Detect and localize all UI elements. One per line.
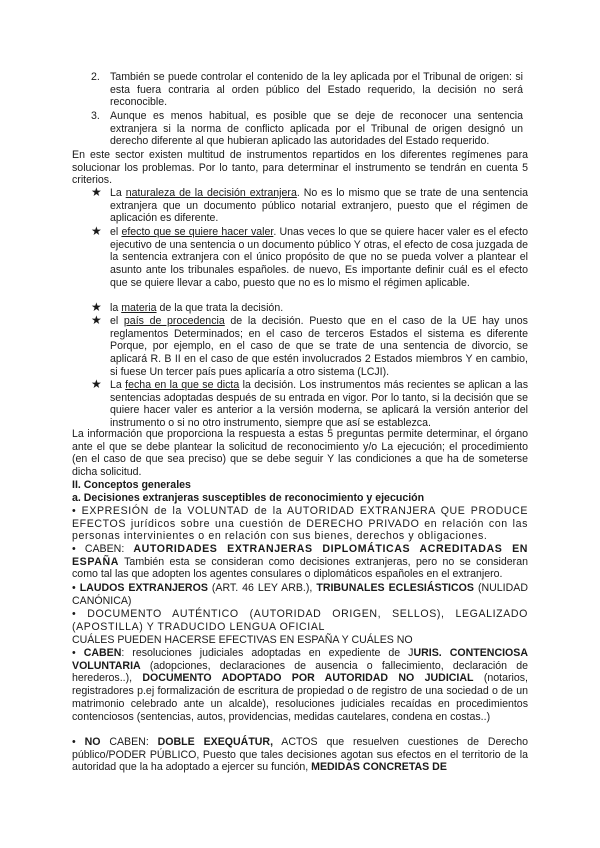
criterion-prefix: La	[110, 379, 126, 391]
info-paragraph: La información que proporciona la respuesta a estas 5 preguntas permite determinar, el órgano ante el que se debe plantear la solicitud de reconocimiento y/o La ejecución; el procedimiento (en el caso de que sea preciso) que se debe seguir Y las condiciones a que ha de someterse dicha solicitud.	[72, 428, 528, 479]
jurisdiccion-bold: URIS. CONTENCIOSA VOLUNTARIA	[72, 647, 528, 672]
criterion-item	[91, 226, 528, 290]
criterion-prefix: el	[110, 226, 122, 238]
list-number: 2.	[91, 71, 100, 83]
star-icon: ★	[91, 377, 102, 391]
criterion-prefix: el	[110, 315, 124, 327]
list-item-text: Aunque es menos habitual, es posible que se deje de reconocer una sentencia extranjera si la norma de conflicto aplicada por el Tribunal de origen designó un derecho diferente al que hubieran aplicado las autoridades del Estado requerido.	[110, 110, 523, 148]
caben-diplomaticas-item	[72, 543, 528, 581]
list-number: 3.	[91, 110, 100, 122]
documento-bold: DOCUMENTO ADOPTADO POR AUTORIDAD NO JUDICIAL	[142, 672, 474, 685]
no-caben-text: CABEN:	[100, 736, 158, 748]
laudos-item	[72, 582, 528, 607]
cuales-line: CUÁLES PUEDEN HACERSE EFECTIVAS EN ESPAÑA Y CUÁLES NO	[72, 634, 413, 646]
laudos-rest: (NULIDAD CANÓNICA)	[72, 582, 528, 607]
bullet-icon: •	[72, 736, 76, 748]
expresion-item	[72, 505, 528, 543]
criterion-text: de la que trata la decisión.	[156, 302, 284, 314]
caben-text: : resoluciones judiciales adoptadas en expediente de J	[121, 647, 414, 659]
caben-text: (adopciones, declaraciones de ausencia o fallecimiento, declaración de herederos..),	[72, 659, 528, 685]
documento-text: DOCUMENTO AUTÉNTICO (AUTORIDAD ORIGEN, SELLOS), LEGALIZADO (APOSTILLA) Y TRADUCIDO LENGUA OFICIAL	[72, 608, 528, 633]
criterion-key: materia	[121, 302, 157, 314]
criterion-item	[91, 302, 528, 315]
expresion-text: EXPRESIÓN de la VOLUNTAD de la AUTORIDAD EXTRANJERA QUE PRODUCE EFECTOS jurídicos sobre una cuestión de DERECHO PRIVADO en relación con las personas intervinientes o en relación con sus bienes, derechos y obligaciones.	[72, 505, 528, 543]
no-caben-item	[72, 736, 528, 774]
documento-item	[72, 608, 528, 633]
caben-text: (notarios, registradores p.ej formalización de escritura de propiedad o de registro de una sociedad o de un matrimonio celebrado ante un alcalde), resoluciones judiciales recaídas en procedimientos contenciosos (sentencias, autos, providencias, medidas cautelares, condena en costas..)	[72, 672, 528, 723]
no-bold: NO	[75, 736, 101, 748]
criterion-key: fecha en la que se dicta	[125, 379, 240, 391]
criterion-text: de la decisión. Puesto que en el caso de la UE hay unos reglamentos Determinados; en el caso de terceros Estados el sistema es diferente Porque, por ejemplo, en el caso de que se trate de una sentencia de divorcio, se aplicará R. B II en el caso de que estén involucrados 2 Estados miembros Y en cambio, si fuese Un tercer país pues aplicaría a otro sistema (LCJI).	[110, 315, 528, 378]
star-icon: ★	[91, 300, 102, 314]
bullet-icon: •	[72, 505, 77, 517]
subsection-heading: a. Decisiones extranjeras susceptibles de reconocimiento y ejecución	[72, 492, 425, 504]
section-heading: II. Conceptos generales	[72, 479, 191, 491]
criterion-key: efecto que se quiere hacer valer	[121, 226, 274, 238]
caben-bold: CABEN	[75, 647, 122, 659]
criterion-text: . Unas veces lo que se quiere hacer valer es el efecto ejecutivo de una sentencia o un documento público Y otras, el efecto de cosa juzgada de la sentencia extranjera con el único propósito de que no se pueda volver a plantear el asunto ante los tribunales españoles. de nuevo, Es importante definir cuál es el efecto que se quiere llevar a cabo, puesto que no es lo mismo el régimen aplicable.	[110, 226, 528, 289]
laudos-text: (ART. 46 LEY ARB.),	[207, 582, 317, 594]
no-caben-text: ACTOS que resuelven cuestiones de Derecho público/PODER PÚBLICO, Puesto que tales decisiones agotan sus efectos en el territorio de la autoridad que la ha adoptado a ejercer su función,	[72, 736, 528, 774]
star-icon: ★	[91, 185, 102, 199]
caben-text: También esta se consideran como decisiones extranjeras, pero no se consideran como tal las que adopten los agentes consulares o diplomáticos españoles en el extranjero.	[72, 555, 528, 581]
bullet-icon: •	[72, 543, 76, 555]
list-item-2	[91, 71, 523, 109]
list-item-3	[91, 110, 523, 148]
criterion-key: naturaleza de la decisión extranjera	[125, 187, 297, 199]
star-icon: ★	[91, 313, 102, 327]
caben-label: CABEN:	[75, 543, 134, 555]
list-item-text: También se puede controlar el contenido de la ley aplicada por el Tribunal de origen: si esta fuera contraria al orden público del Estado requerido, la decisión no será reconocible.	[110, 71, 523, 109]
criterion-key: país de procedencia	[123, 315, 225, 327]
bullet-icon: •	[72, 582, 76, 594]
criterion-text: . No es lo mismo que se trate de una sentencia extranjera que un documento público notarial extranjero, puesto que el régimen de aplicación es diferente.	[110, 187, 529, 225]
criterion-item	[91, 315, 528, 379]
criterion-item	[91, 187, 528, 225]
bullet-icon: •	[72, 608, 77, 620]
caben-resoluciones-item	[72, 647, 528, 723]
criterion-item	[91, 379, 528, 430]
bullet-icon: •	[72, 647, 76, 659]
tribunales-bold: TRIBUNALES ECLESIÁSTICOS	[316, 582, 474, 594]
sector-paragraph: En este sector existen multitud de instrumentos repartidos en los diferentes regímenes para solucionar los problemas. Por lo tanto, para determinar el instrumento se tendrán en cuenta 5 criterios.	[72, 149, 528, 187]
criterion-prefix: La	[110, 187, 126, 199]
criterion-text: la decisión. Los instrumentos más recientes se aplican a las sentencias adoptadas después de su entrada en vigor. Por lo tanto, si la decisión que se quiere hacer valer es anterior a la versión moderna, se aplicará la versión anterior del instrumento o si no otro instrumento, siempre que así se establezca.	[110, 379, 528, 430]
laudos-bold: LAUDOS EXTRANJEROS	[75, 582, 208, 594]
star-icon: ★	[91, 224, 102, 238]
criterion-prefix: la	[110, 302, 122, 314]
caben-bold: AUTORIDADES EXTRANJERAS DIPLOMÁTICAS ACREDITADAS EN ESPAÑA	[72, 543, 528, 568]
medidas-bold: MEDIDAS CONCRETAS DE	[311, 761, 447, 774]
exequatur-bold: DOBLE EXEQUÁTUR,	[157, 736, 274, 748]
